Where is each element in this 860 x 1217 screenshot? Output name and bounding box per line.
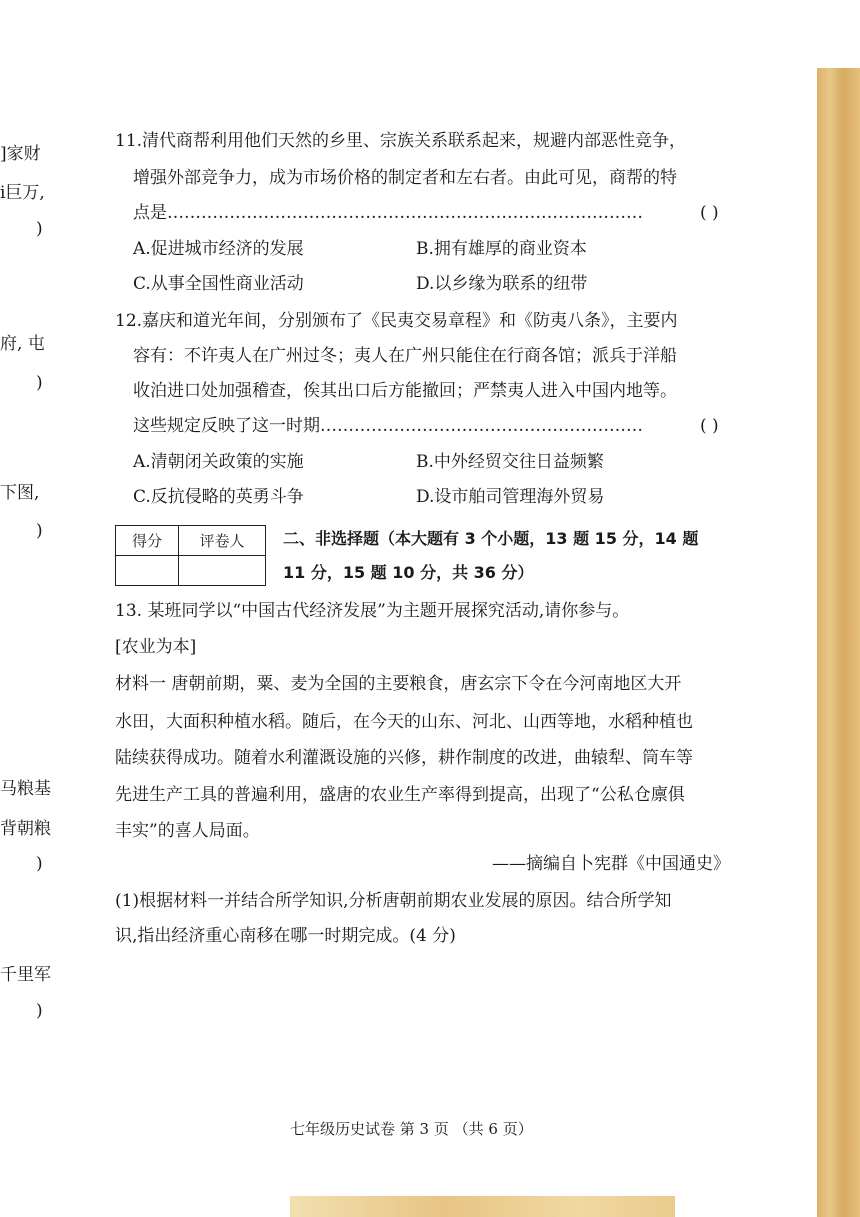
material-1-line1: 材料一 唐朝前期，粟、麦为全国的主要粮食，唐玄宗下令在今河南地区大开 bbox=[115, 674, 682, 694]
answer-area[interactable] bbox=[115, 960, 765, 1080]
q11-option-a[interactable]: A.促进城市经济的发展 bbox=[133, 239, 304, 259]
margin-fragment: ) bbox=[36, 854, 43, 874]
q11-answer-bracket[interactable]: ( ) bbox=[700, 203, 719, 223]
margin-fragment: 府, 屯 bbox=[0, 334, 45, 354]
q12-line1: 12.嘉庆和道光年间，分别颁布了《民夷交易章程》和《防夷八条》，主要内 bbox=[115, 311, 678, 331]
grader-cell[interactable] bbox=[179, 556, 266, 586]
margin-fragment: 千里军 bbox=[0, 965, 51, 985]
q11-line2: 增强外部竞争力，成为市场价格的制定者和左右者。由此可见，商帮的特 bbox=[133, 168, 677, 188]
margin-fragment: 背朝粮 bbox=[0, 819, 51, 839]
margin-fragment: 下图, bbox=[0, 483, 40, 503]
material-1-line3: 陆续获得成功。随着水利灌溉设施的兴修，耕作制度的改进，曲辕犁、筒车等 bbox=[115, 748, 693, 768]
score-table bbox=[115, 525, 266, 586]
wood-edge-bottom bbox=[290, 1196, 675, 1217]
q12-option-c[interactable]: C.反抗侵略的英勇斗争 bbox=[133, 487, 304, 507]
q12-answer-bracket[interactable]: ( ) bbox=[700, 416, 719, 436]
q12-line3: 收泊进口处加强稽查，俟其出口后方能撤回；严禁夷人进入中国内地等。 bbox=[133, 381, 677, 401]
wood-edge-right bbox=[817, 68, 860, 1217]
margin-fragment: ) bbox=[36, 219, 43, 239]
margin-fragment: ]家财 bbox=[0, 144, 41, 164]
q12-line2: 容有：不许夷人在广州过冬；夷人在广州只能住在行商各馆；派兵于洋船 bbox=[133, 346, 677, 366]
section-2-title-line1: 二、非选择题（本大题有 3 个小题，13 题 15 分，14 题 bbox=[283, 529, 699, 548]
section-2-title-line2: 11 分，15 题 10 分，共 36 分） bbox=[283, 563, 534, 582]
margin-fragment: ) bbox=[36, 1001, 43, 1021]
margin-fragment: ) bbox=[36, 521, 43, 541]
q11-line3: 点是………………………………………………………………………… bbox=[133, 203, 643, 223]
material-1-line4: 先进生产工具的普遍利用，盛唐的农业生产率得到提高，出现了“公私仓廪俱 bbox=[115, 785, 685, 805]
page-footer: 七年级历史试卷 第 3 页 （共 6 页） bbox=[290, 1120, 533, 1138]
q13-intro: 13. 某班同学以“中国古代经济发展”为主题开展探究活动,请你参与。 bbox=[115, 601, 630, 621]
q13-sub1-line2: 识,指出经济重心南移在哪一时期完成。(4 分) bbox=[115, 926, 456, 946]
material-1-source: ——摘编自卜宪群《中国通史》 bbox=[492, 854, 730, 874]
q13-subheading: [农业为本] bbox=[115, 637, 197, 657]
q11-option-c[interactable]: C.从事全国性商业活动 bbox=[133, 274, 304, 294]
q12-option-a[interactable]: A.清朝闭关政策的实施 bbox=[133, 452, 304, 472]
q11-line1: 11.清代商帮利用他们天然的乡里、宗族关系联系起来，规避内部恶性竞争， bbox=[115, 131, 687, 151]
q11-option-d[interactable]: D.以乡缘为联系的纽带 bbox=[416, 274, 588, 294]
margin-fragment: ) bbox=[36, 373, 43, 393]
q12-line4: 这些规定反映了这一时期………………………………………………… bbox=[133, 416, 643, 436]
q12-option-b[interactable]: B.中外经贸交往日益频繁 bbox=[416, 452, 604, 472]
q13-sub1-line1: (1)根据材料一并结合所学知识,分析唐朝前期农业发展的原因。结合所学知 bbox=[115, 891, 672, 911]
score-cell[interactable] bbox=[116, 556, 179, 586]
q12-option-d[interactable]: D.设市舶司管理海外贸易 bbox=[416, 487, 605, 507]
margin-fragment: i巨万, bbox=[0, 183, 45, 203]
material-1-line5: 丰实”的喜人局面。 bbox=[115, 821, 260, 841]
grader-header: 评卷人 bbox=[179, 526, 266, 556]
margin-fragment: 马粮基 bbox=[0, 779, 51, 799]
q11-option-b[interactable]: B.拥有雄厚的商业资本 bbox=[416, 239, 587, 259]
material-1-line2: 水田，大面积种植水稻。随后，在今天的山东、河北、山西等地，水稻种植也 bbox=[115, 712, 693, 732]
score-header: 得分 bbox=[116, 526, 179, 556]
